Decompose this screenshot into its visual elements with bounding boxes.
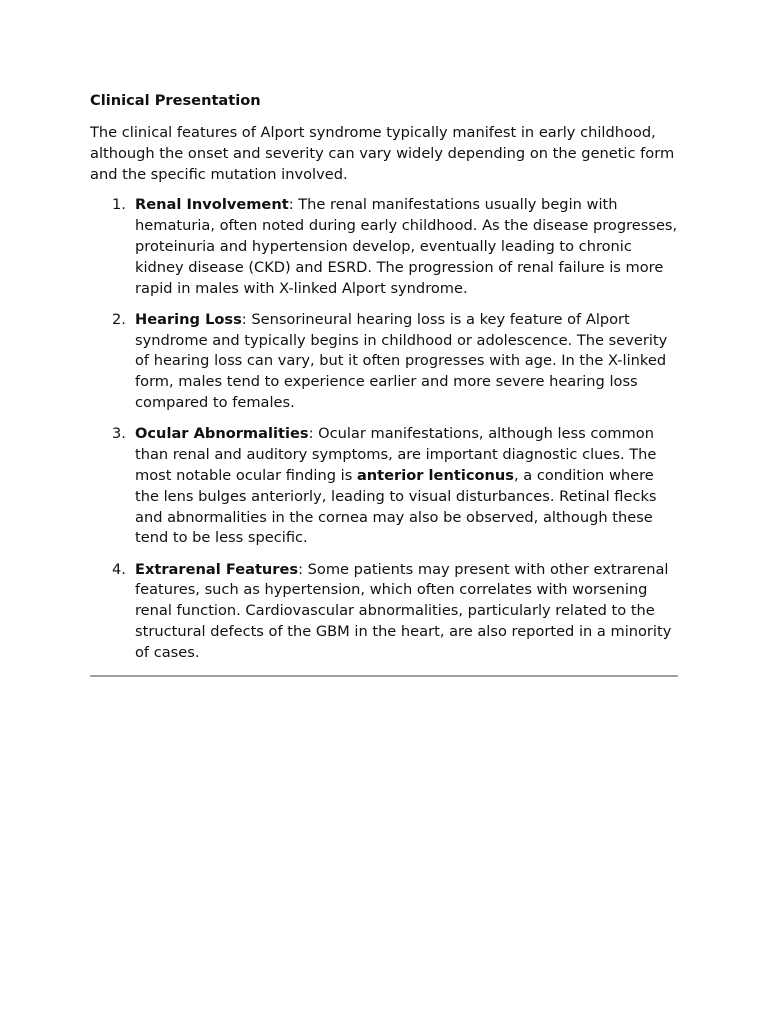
document-body	[90, 90, 678, 674]
list-number: 1.	[112, 196, 126, 214]
list-number: 2.	[112, 310, 126, 328]
list-item-text: : Some patients may present with other extrarenal features, such as hypertension, which often correlates with worsening renal function. Cardiovascular abnormalities, particularly related to the structural defects of the GBM in the heart, are also reported in a minority of cases.	[135, 560, 672, 661]
list-item-extrarenal-features	[90, 560, 678, 664]
list-item-term: Extrarenal Features	[135, 560, 299, 578]
list-number: 3.	[112, 425, 126, 443]
list-item-term: Ocular Abnormalities	[135, 425, 309, 443]
intro-paragraph: The clinical features of Alport syndrome typically manifest in early childhood, although the onset and severity can vary widely depending on the genetic form and the specific mutation involved.	[90, 124, 675, 183]
list-number: 4.	[112, 560, 126, 578]
list-item-term: Hearing Loss	[135, 310, 242, 328]
list-item-hearing-loss	[90, 310, 678, 414]
list-item-text: : Sensorineural hearing loss is a key feature of Alport syndrome and typically begins in childhood or adolescence. The severity of hearing loss can vary, but it often progresses with age. In the X-linked form, males tend to experience earlier and more severe hearing loss compared to females.	[135, 310, 668, 412]
list-item-renal-involvement	[90, 195, 678, 299]
numbered-list	[90, 195, 678, 663]
list-item-text: , a condition where the lens bulges anteriorly, leading to visual disturbances. Retinal flecks and abnormalities in the cornea may also be observed, although these tend to be less specific.	[135, 466, 657, 547]
section-heading: Clinical Presentation	[90, 92, 261, 109]
list-item-ocular-abnormalities	[90, 424, 678, 549]
list-item-term: Renal Involvement	[135, 196, 289, 214]
list-item-emphasis: anterior lenticonus	[356, 466, 514, 484]
list-item-text: : The renal manifestations usually begin with hematuria, often noted during early childhood. As the disease progresses, proteinuria and hypertension develop, eventually leading to chronic kidney disease (CKD) and ESRD. The progression of renal failure is more rapid in males with X-linked Alport syndrome.	[135, 196, 678, 297]
list-item-text: : Ocular manifestations, although less common than renal and auditory symptoms, are important diagnostic clues. The most notable ocular finding is	[135, 425, 657, 484]
horizontal-divider	[90, 675, 678, 677]
